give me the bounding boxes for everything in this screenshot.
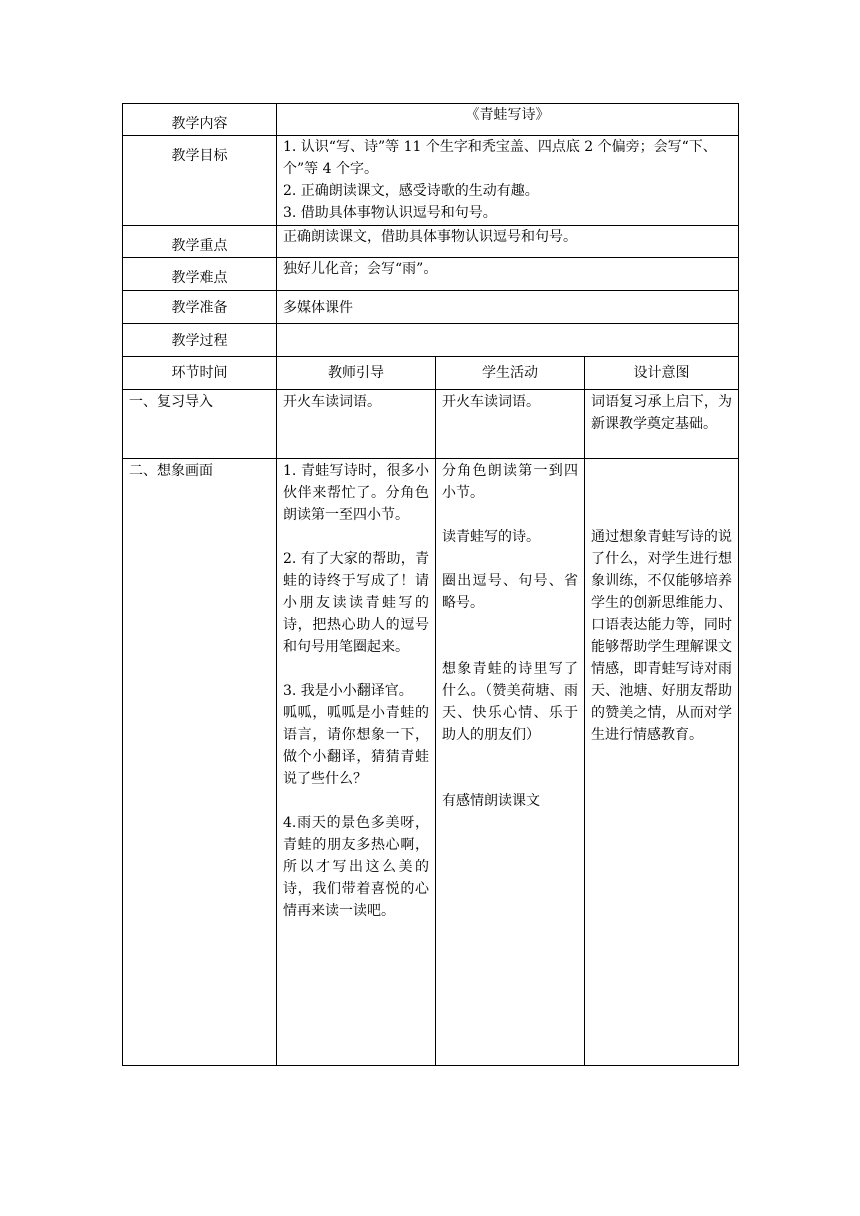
- student-step: 圈出逗号、句号、省略号。: [442, 573, 578, 611]
- row-goals: [123, 136, 739, 226]
- goal-item: 2. 正确朗读课文，感受诗歌的生动有趣。: [283, 183, 539, 199]
- process-row-imagine: [123, 459, 739, 1066]
- label-content: 教学内容: [123, 104, 277, 136]
- teacher-step: 呱呱，呱呱是小青蛙的语言，请你想象一下，做个小翻译，猜猜青蛙说了些什么？: [283, 705, 429, 787]
- label-preparation: 教学准备: [123, 291, 277, 324]
- intent-imagine: 通过想象青蛙写诗的说了什么，对学生进行想象训练，不仅能够培养学生的创新思维能力、口语表达能力等，同时能够帮助学生理解课文情感，即青蛙写诗对雨天、池塘、好朋友帮助的赞美之情，从而对学生进行情感教育。: [585, 459, 739, 1066]
- teacher-step: 4.雨天的景色多美呀，青蛙的朋友多热心啊，所以才写出这么美的诗，我们带着喜悦的心情再来读一读吧。: [283, 815, 429, 919]
- stage-imagine: 二、想象画面: [123, 459, 277, 1066]
- process-blank: [277, 324, 739, 357]
- header-teacher: 教师引导: [277, 357, 436, 390]
- student-step: 分角色朗读第一到四小节。: [442, 463, 578, 501]
- value-content: 《青蛙写诗》: [277, 104, 739, 136]
- intent-review: 词语复习承上启下，为新课教学奠定基础。: [585, 390, 739, 459]
- header-intent: 设计意图: [585, 357, 739, 390]
- student-step: 有感情朗读课文: [442, 793, 540, 809]
- value-preparation: 多媒体课件: [277, 291, 739, 324]
- teacher-step: 1. 青蛙写诗时，很多小伙伴来帮忙了。分角色朗读第一至四小节。: [283, 463, 429, 523]
- teacher-review: 开火车读词语。: [277, 390, 436, 459]
- row-content: [123, 104, 739, 136]
- student-review: 开火车读词语。: [436, 390, 585, 459]
- label-process: 教学过程: [123, 324, 277, 357]
- student-step: 读青蛙写的诗。: [442, 529, 540, 545]
- stage-review: 一、复习导入: [123, 390, 277, 459]
- value-key-points: 正确朗读课文，借助具体事物认识逗号和句号。: [277, 226, 739, 258]
- label-key-points: 教学重点: [123, 226, 277, 258]
- row-preparation: [123, 291, 739, 324]
- value-goals: [277, 136, 739, 226]
- student-imagine: [436, 459, 585, 1066]
- goal-item: 3. 借助具体事物认识逗号和句号。: [283, 205, 497, 221]
- row-key-points: [123, 226, 739, 258]
- header-stage: 环节时间: [123, 357, 277, 390]
- header-student: 学生活动: [436, 357, 585, 390]
- teacher-step: 3. 我是小小翻译官。: [283, 683, 413, 699]
- process-row-review: [123, 390, 739, 459]
- label-goals: 教学目标: [123, 136, 277, 226]
- value-difficulties: 独好儿化音；会写“雨”。: [277, 258, 739, 291]
- goal-item: 1. 认识“写、诗”等 11 个生字和秃宝盖、四点底 2 个偏旁；会写“下、个”等 4 个字。: [283, 139, 717, 177]
- process-header-row: [123, 357, 739, 390]
- teacher-step: 2. 有了大家的帮助，青蛙的诗终于写成了！请小朋友读读青蛙写的诗，把热心助人的逗号和句号用笔圈起来。: [283, 551, 429, 655]
- teacher-imagine: [277, 459, 436, 1066]
- row-difficulties: [123, 258, 739, 291]
- student-step: 想象青蛙的诗里写了什么。（赞美荷塘、雨天、快乐心情、乐于助人的朋友们）: [442, 661, 578, 743]
- label-difficulties: 教学难点: [123, 258, 277, 291]
- lesson-plan-table: [122, 103, 739, 1066]
- row-process: [123, 324, 739, 357]
